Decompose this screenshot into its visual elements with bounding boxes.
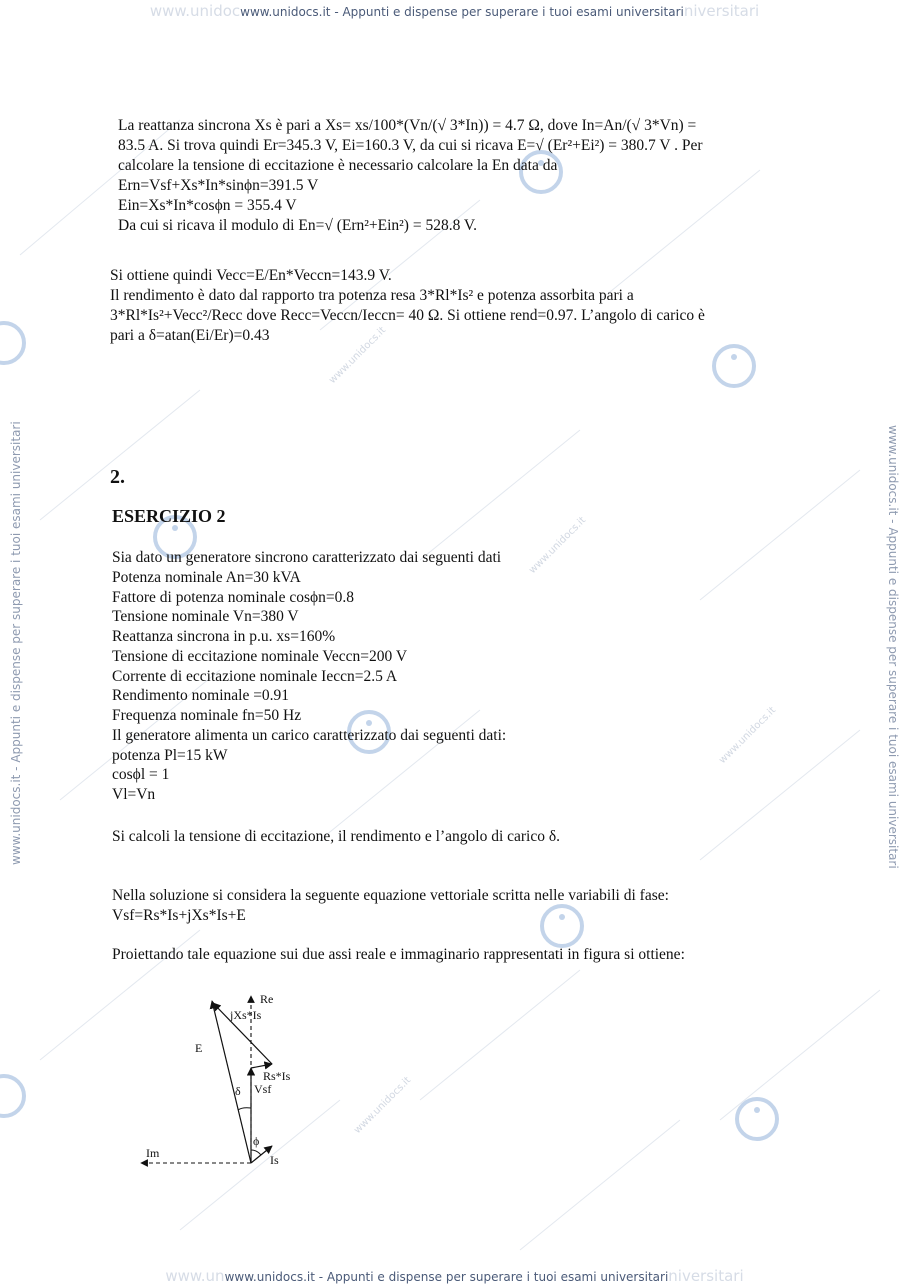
- text-line: Si ottiene quindi Vecc=E/En*Veccn=143.9 V.: [110, 267, 392, 284]
- projection-text: Proiettando tale equazione sui due assi reale e immaginario rappresentati in figura si ottiene:: [112, 946, 685, 963]
- text-line: Ein=Xs*In*cosϕn = 355.4 V: [118, 197, 297, 214]
- question-text: Si calcoli la tensione di eccitazione, il rendimento e l’angolo di carico δ.: [112, 828, 561, 845]
- watermark-small-1: www.unidocs.it: [327, 324, 389, 387]
- footer-link[interactable]: www.unidocs.it - Appunti e dispense per superare i tuoi esami universitari: [224, 1270, 669, 1284]
- text-line: 83.5 A. Si trova quindi Er=345.3 V, Ei=160.3 V, da cui si ricava E=√ (Er²+Ei²) = 380.7 V . Per: [118, 137, 703, 154]
- label-phi: ϕ: [253, 1134, 260, 1148]
- right-side-watermark: www.unidocs.it - Appunti e dispense per superare i tuoi esami universitari: [886, 425, 900, 869]
- label-re: Re: [260, 992, 274, 1006]
- watermark-small-3: www.unidocs.it: [717, 704, 779, 767]
- text-line: Vl=Vn: [112, 786, 156, 803]
- footer-ghost-right: niversitari: [668, 1267, 744, 1285]
- e-vector: [212, 1001, 251, 1163]
- is-vector: [251, 1146, 272, 1163]
- label-e: E: [195, 1041, 203, 1055]
- label-im: Im: [146, 1146, 160, 1160]
- text-line: Ern=Vsf+Xs*In*sinϕn=391.5 V: [118, 177, 319, 194]
- label-jxs-is: jXs*Is: [230, 1008, 262, 1022]
- label-delta: δ: [235, 1084, 241, 1098]
- text-line: Corrente di eccitazione nominale Ieccn=2.5 A: [112, 667, 398, 685]
- header-ghost-right: niversitari: [683, 2, 760, 20]
- text-line: Tensione di eccitazione nominale Veccn=200 V: [112, 647, 408, 665]
- text-line: Frequenza nominale fn=50 Hz: [112, 707, 302, 724]
- text-line: Reattanza sincrona in p.u. xs=160%: [112, 628, 336, 645]
- watermark-small-2: www.unidocs.it: [527, 514, 589, 577]
- text-line: Rendimento nominale =0.91: [112, 687, 290, 705]
- text-line: pari a δ=atan(Ei/Er)=0.43: [110, 327, 270, 344]
- text-line: La reattanza sincrona Xs è pari a Xs= xs/100*(Vn/(√ 3*In)) = 4.7 Ω, dove In=An/(√ 3*Vn) =: [118, 117, 697, 134]
- label-is: Is: [270, 1153, 279, 1167]
- text-line: Tensione nominale Vn=380 V: [112, 608, 299, 626]
- text-line: Il rendimento è dato dal rapporto tra potenza resa 3*Rl*Is² e potenza assorbita pari a: [110, 287, 634, 304]
- text-line: potenza Pl=15 kW: [112, 746, 228, 764]
- text-line: Da cui si ricava il modulo di En=√ (Ern²+Ein²) = 528.8 V.: [118, 217, 477, 234]
- left-side-watermark: www.unidocs.it - Appunti e dispense per superare i tuoi esami universitari: [9, 421, 23, 865]
- text-line: Nella soluzione si considera la seguente equazione vettoriale scritta nelle variabili di fase:: [112, 887, 669, 904]
- phi-angle-arc: [251, 1150, 261, 1155]
- header-ghost-left: www.unidoc: [149, 2, 241, 20]
- text-line: cosϕl = 1: [112, 766, 170, 784]
- footer-ghost-left: www.un: [165, 1267, 225, 1285]
- header-link[interactable]: www.unidocs.it - Appunti e dispense per superare i tuoi esami universitari: [240, 5, 684, 19]
- exercise-title: ESERCIZIO 2: [112, 506, 226, 526]
- text-line: Fattore di potenza nominale cosϕn=0.8: [112, 588, 355, 606]
- rs-is-vector: [251, 1064, 272, 1068]
- label-rs-is: Rs*Is: [263, 1069, 291, 1083]
- text-line: calcolare la tensione di eccitazione è necessario calcolare la En data da: [118, 157, 558, 174]
- watermark-small-4: www.unidocs.it: [352, 1074, 414, 1137]
- text-line: Il generatore alimenta un carico caratterizzato dai seguenti dati:: [112, 726, 507, 744]
- delta-angle-arc: [238, 1108, 251, 1110]
- text-line: Sia dato un generatore sincrono caratterizzato dai seguenti dati: [112, 549, 502, 566]
- section-number: 2.: [110, 466, 125, 488]
- text-line: Vsf=Rs*Is+jXs*Is+E: [112, 907, 246, 924]
- text-line: Potenza nominale An=30 kVA: [112, 568, 301, 586]
- text-line: 3*Rl*Is²+Vecc²/Recc dove Recc=Veccn/Ieccn= 40 Ω. Si ottiene rend=0.97. L’angolo di carico è: [110, 307, 705, 324]
- label-vsf: Vsf: [254, 1082, 272, 1096]
